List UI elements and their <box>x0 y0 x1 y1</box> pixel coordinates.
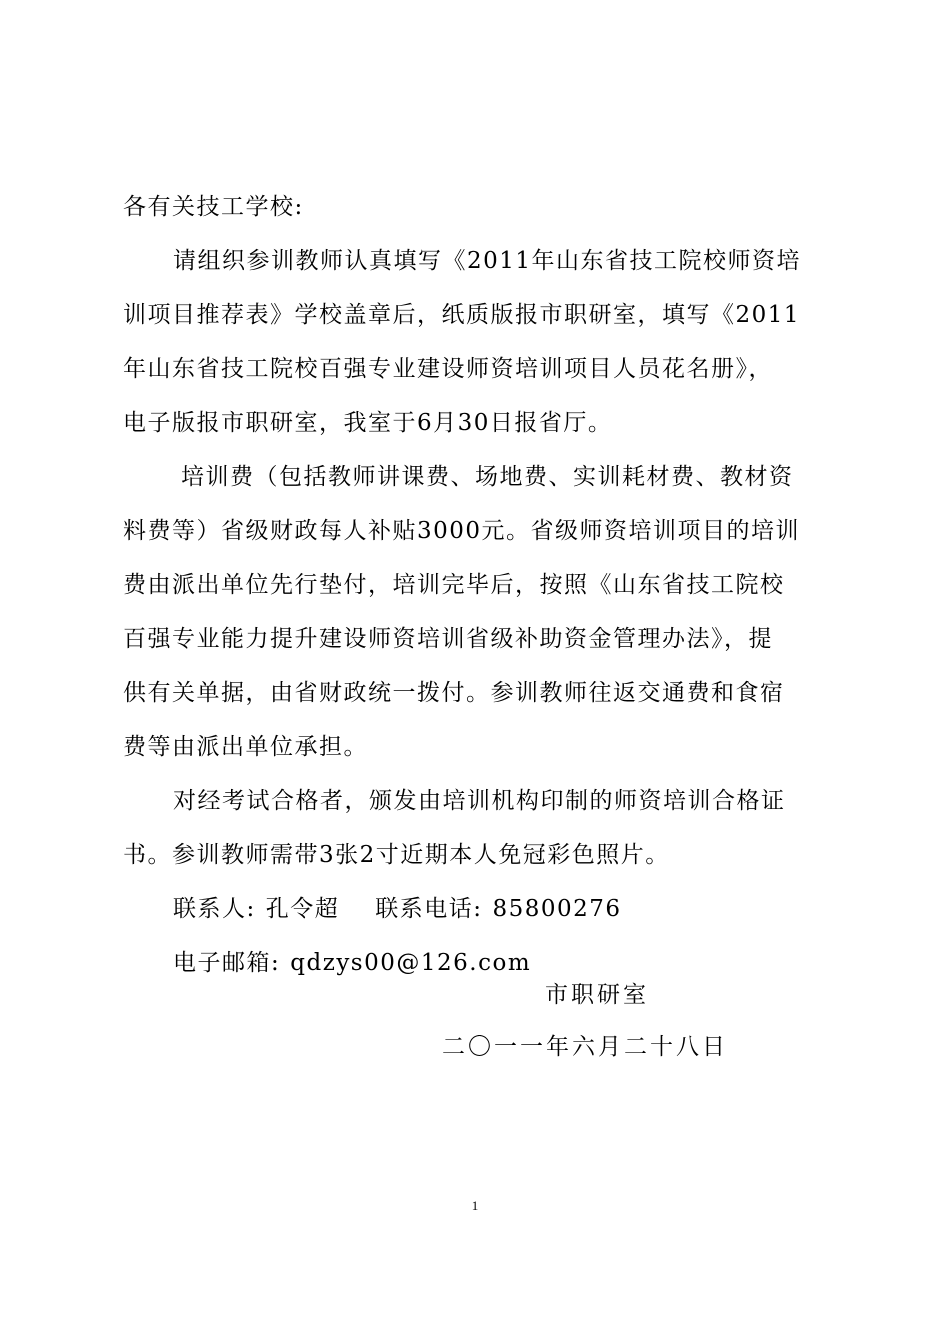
contact-person-line <box>123 882 828 936</box>
contact-email-line <box>123 936 828 990</box>
contact-person-label: 联系人: <box>173 896 256 922</box>
contact-phone-number: 85800276 <box>492 896 622 922</box>
paragraph-fees <box>123 450 828 774</box>
contact-email-address[interactable]: qdzys00@126.com <box>290 950 532 976</box>
paragraph-line: 请组织参训教师认真填写《2011年山东省技工院校师资培 <box>173 248 802 274</box>
letter-body <box>123 180 828 990</box>
paragraph-certificate <box>123 774 828 882</box>
signature-date: 二〇一一年六月二十八日 <box>442 1034 728 1060</box>
contact-person-name: 孔令超 <box>265 896 340 922</box>
page-number: 1 <box>471 1198 479 1213</box>
salutation: 各有关技工学校: <box>123 194 304 220</box>
paragraph-line: 对经考试合格者，颁发由培训机构印制的师资培训合格证 <box>173 788 786 814</box>
paragraph-line: 百强专业能力提升建设师资培训省级补助资金管理办法》，提 <box>123 626 773 652</box>
paragraph-line: 费等由派出单位承担。 <box>123 734 368 760</box>
paragraph-line: 费由派出单位先行垫付，培训完毕后，按照《山东省技工院校 <box>123 572 785 598</box>
paragraph-line: 年山东省技工院校百强专业建设师资培训项目人员花名册》， <box>123 356 773 382</box>
contact-phone-label: 联系电话: <box>375 896 483 922</box>
signature-office: 市职研室 <box>545 982 649 1008</box>
contact-email-label: 电子邮箱: <box>173 950 281 976</box>
paragraph-submission <box>123 234 828 450</box>
paragraph-line: 料费等）省级财政每人补贴3000元。省级师资培训项目的培训 <box>123 518 801 544</box>
paragraph-line: 培训费（包括教师讲课费、场地费、实训耗材费、教材资 <box>181 464 794 490</box>
paragraph-line: 电子版报市职研室，我室于6月30日报省厅。 <box>123 410 613 436</box>
paragraph-line: 供有关单据，由省财政统一拨付。参训教师往返交通费和食宿 <box>123 680 785 706</box>
paragraph-line: 训项目推荐表》学校盖章后，纸质版报市职研室，填写《2011 <box>123 302 801 328</box>
paragraph-line: 书。参训教师需带3张2寸近期本人免冠彩色照片。 <box>123 842 670 868</box>
